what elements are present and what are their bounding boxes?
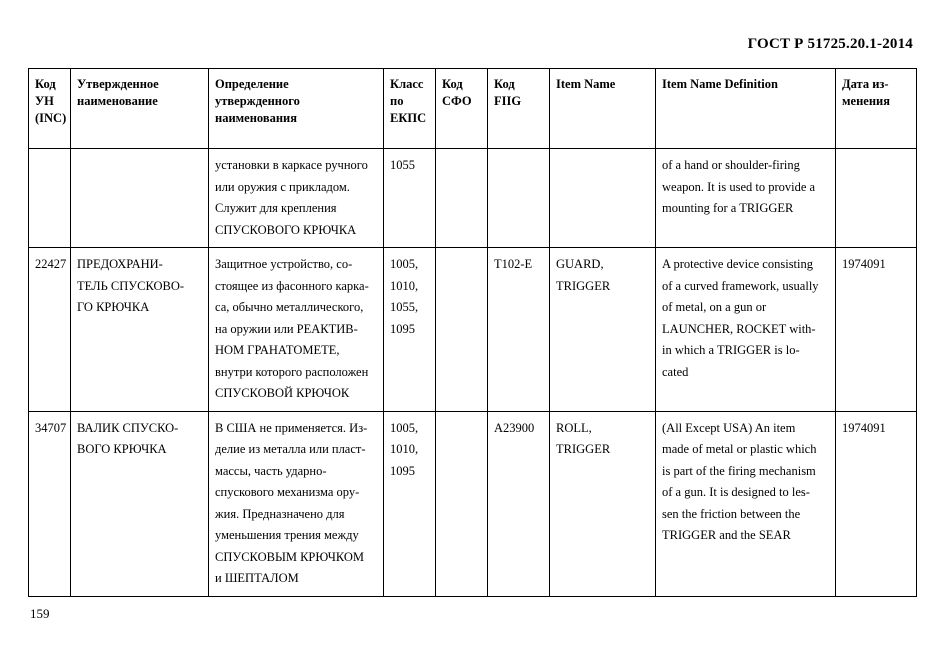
column-header-inc: Код УН (INC) [29,69,71,149]
cell-item-name: GUARD, TRIGGER [550,248,656,412]
table-header-row [29,69,917,149]
cell-definition: В США не применяется. Из- делие из металла или пласт- массы, часть ударно- спускового механизма ору- жия. Предназначено для уменьшения трения между СПУСКОВЫМ КРЮЧКОМ и ШЕПТАЛОМ [209,411,384,596]
cell-ekps-class: 1005, 1010, 1095 [384,411,436,596]
cell-change-date [836,149,917,248]
cell-definition: Защитное устройство, со- стоящее из фасонного карка- са, обычно металлического, на оружии или РЕАКТИВ- НОМ ГРАНАТОМЕТЕ, внутри которого расположен СПУСКОВОЙ КРЮЧОК [209,248,384,412]
cell-item-name-definition: (All Except USA) An item made of metal or plastic which is part of the firing mechanism of a gun. It is designed to les- sen the friction between the TRIGGER and the SEAR [656,411,836,596]
column-header-definition: Определение утвержденного наименования [209,69,384,149]
cell-change-date: 1974091 [836,411,917,596]
cell-inc [29,149,71,248]
cell-inc: 22427 [29,248,71,412]
cell-item-name [550,149,656,248]
cell-fiig-code [488,149,550,248]
cell-item-name: ROLL, TRIGGER [550,411,656,596]
column-header-fiig-code: Код FIIG [488,69,550,149]
cell-sfo-code [436,149,488,248]
cell-item-name-definition: of a hand or shoulder-firing weapon. It is used to provide a mounting for a TRIGGER [656,149,836,248]
cell-inc: 34707 [29,411,71,596]
table-row [29,149,917,248]
document-standard-number: ГОСТ Р 51725.20.1-2014 [747,36,913,52]
cell-ekps-class: 1005, 1010, 1055, 1095 [384,248,436,412]
cell-approved-name: ВАЛИК СПУСКО- ВОГО КРЮЧКА [71,411,209,596]
table-row [29,248,917,412]
table-body [29,149,917,597]
column-header-approved-name: Утвержденное наименование [71,69,209,149]
column-header-ekps-class: Класс по ЕКПС [384,69,436,149]
cell-sfo-code [436,248,488,412]
cell-approved-name: ПРЕДОХРАНИ- ТЕЛЬ СПУСКОВО- ГО КРЮЧКА [71,248,209,412]
cell-sfo-code [436,411,488,596]
cell-approved-name [71,149,209,248]
cell-change-date: 1974091 [836,248,917,412]
cell-item-name-definition: A protective device consisting of a curved framework, usually of metal, on a gun or LAUNCHER, ROCKET with- in which a TRIGGER is lo- cated [656,248,836,412]
cell-fiig-code: A23900 [488,411,550,596]
column-header-item-name-definition: Item Name Definition [656,69,836,149]
table-row [29,411,917,596]
cell-definition: установки в каркасе ручного или оружия с прикладом. Служит для крепления СПУСКОВОГО КРЮЧКА [209,149,384,248]
cell-fiig-code: T102-E [488,248,550,412]
cell-ekps-class: 1055 [384,149,436,248]
column-header-change-date: Дата из- менения [836,69,917,149]
terminology-table [28,68,917,597]
column-header-item-name: Item Name [550,69,656,149]
column-header-sfo-code: Код СФО [436,69,488,149]
page-number: 159 [30,606,50,621]
